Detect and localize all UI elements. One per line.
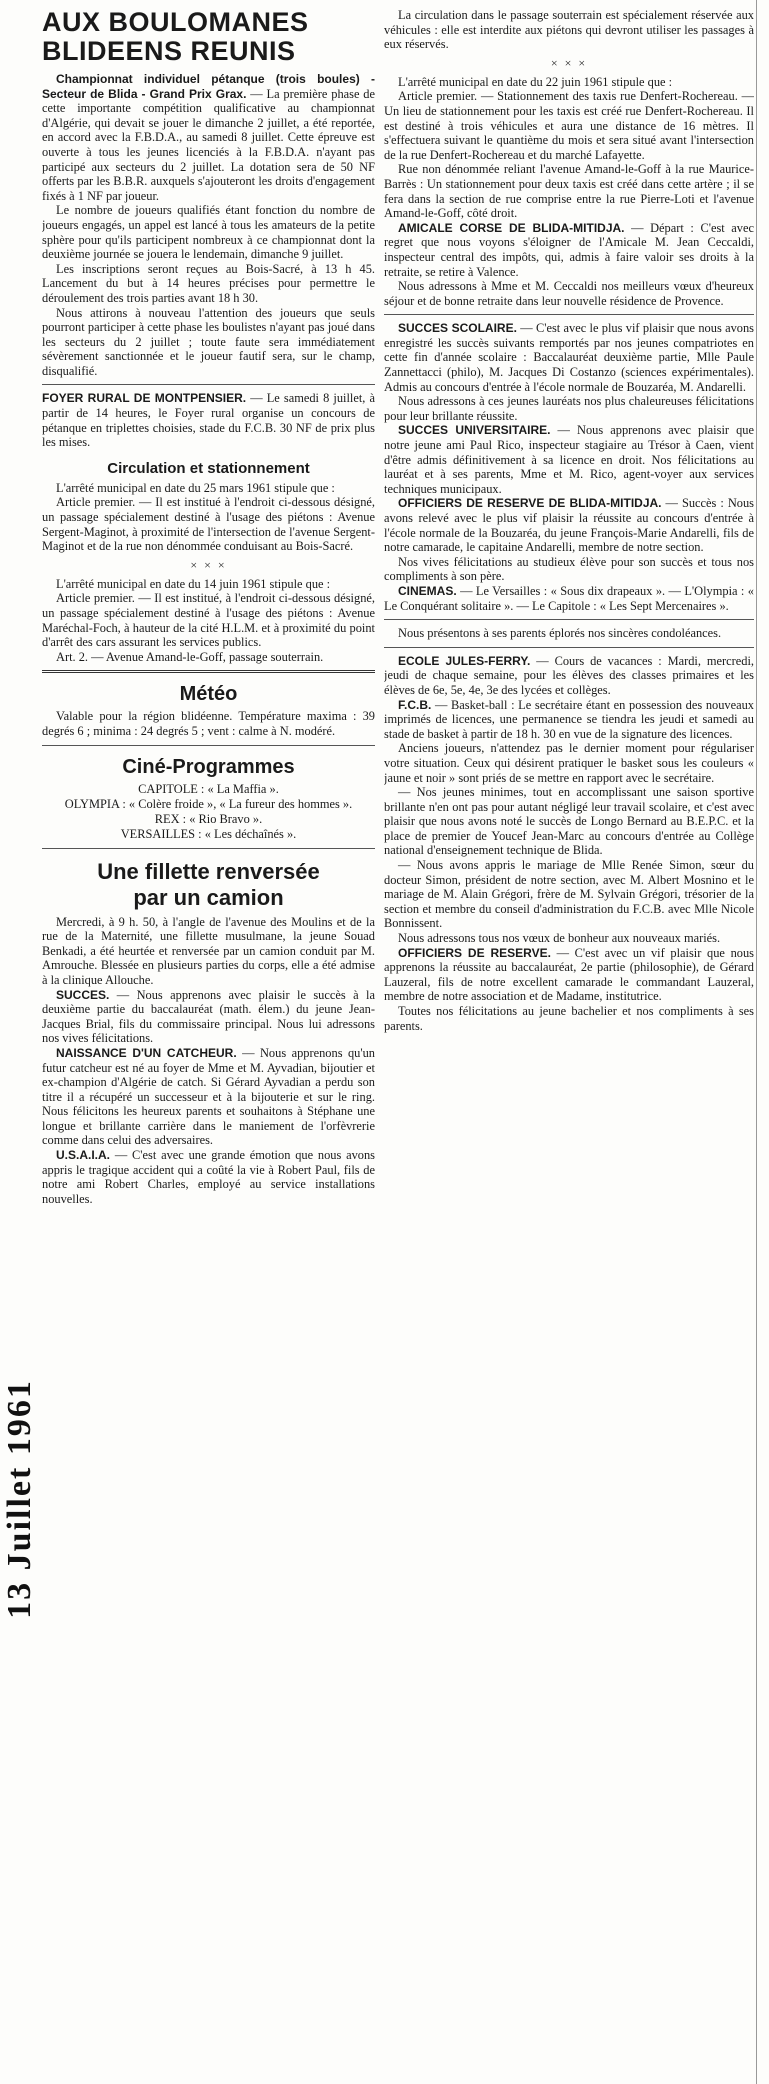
- circulation-heading: Circulation et stationnement: [107, 459, 310, 477]
- amicale-article: AMICALE CORSE DE BLIDA-MITIDJA. — Départ : C'est avec regret que nous voyons s'éloigner de l'Amicale M. Jean Ceccaldi, inspecteur central des impôts, qui, admis à faire valoir ses droits à la retraite, se retire à Valence.: [384, 220, 754, 279]
- fcb-article: F.C.B. — Basket-ball : Le secrétaire étant en possession des nouveaux imprimés de licences, une permanence se tiendra les jeudi et samedi au stade de basket à partir de 18 h. 30 en vue de la signature des licences.: [384, 697, 754, 741]
- circulation-paragraph: L'arrêté municipal en date du 14 juin 1961 stipule que :: [56, 576, 331, 591]
- boulistes-paragraph: Nous attirons à nouveau l'attention des joueurs que seuls pourront participer à cette phase les boulistes n'ayant pas joué dans les secteurs du 2 juillet ; toute faute sera immédiatement sévèrement sanctionnée et le joueur fautif sera, sur le champ, disqualifié.: [42, 305, 375, 378]
- succes-scolaire-article: SUCCES SCOLAIRE. — C'est avec le plus vif plaisir que nous avons enregistré les succès suivants remportés par nos jeunes compatriotes en cette fin d'année scolaire : Baccalauréat deuxième partie, Mlle Paule Zannettacci (philo), M. Jacques Di Costanzo (sciences expérimentales). Admis au concours d'entrée à l'école normale de Bouzaréa, M. Andarelli.: [384, 321, 754, 394]
- divider: [42, 384, 375, 385]
- succes-scolaire-paragraph: Nous adressons à ces jeunes lauréats nos plus chaleureuses félicitations pour leur brillante réussite.: [384, 394, 754, 423]
- fcb-paragraph: Anciens joueurs, n'attendez pas le dernier moment pour régulariser votre situation. Ceux qui désirent pratiquer le basket sous les couleurs « jaune et noir » sont priés de se mettre en rapport avec le secrétaire.: [384, 741, 754, 785]
- divider: [42, 745, 375, 746]
- circulation-paragraph: L'arrêté municipal en date du 25 mars 1961 stipule que :: [56, 480, 335, 495]
- boulistes-paragraph: Le nombre de joueurs qualifiés étant fonction du nombre de joueurs engagés, un appel est lancé à tous les amateurs de la petite sphère pour qu'ils participent nombreux à ce championnat dont la deuxième journée se jouera le lendemain, dimanche 9 juillet.: [42, 203, 375, 262]
- circulation-paragraph: Rue non dénommée reliant l'avenue Amand-le-Goff à la rue Maurice-Barrès : Un stationnement pour deux taxis est créé dans cette artère ; il se fera dans la section de rue comprise entre la rue Pierre-Loti et l'avenue Amand-le-Goff, côté droit.: [384, 162, 754, 221]
- cinemas-article: CINEMAS. — Le Versailles : « Sous dix drapeaux ». — L'Olympia : « Le Conquérant solitaire ». — Le Capitole : « Les Sept Mercenaires ».: [384, 583, 754, 613]
- condoleances-paragraph: Nous présentons à ses parents éplorés nos sincères condoléances.: [398, 626, 722, 641]
- succes-universitaire-article: SUCCES UNIVERSITAIRE. — Nous apprenons avec plaisir que notre jeune ami Paul Rico, inspecteur stagiaire au Trésor à Caen, vient d'être admis définitivement à sa licence en droit. Nos félicitations au lauréat et à ses parents, Mme et M. Rico, agent-voyer aux services techniques municipaux.: [384, 423, 754, 496]
- circulation-paragraph: Article premier. — Il est institué à l'endroit ci-dessous désigné, un passage spécialement destiné à l'usage des piétons : Avenue Sergent-Maginot, à proximité de l'intersection de l'avenue Sergent-Maginot et de la rue non dénommée conduisant au Bois-Sacré.: [42, 495, 375, 554]
- officiers-reserve-article: OFFICIERS DE RESERVE. — C'est avec un vif plaisir que nous apprenons la réussite au baccalauréat, 2e partie (philosophie), de Gérard Lauzeral, fils de notre excellent camarade le commandant Lauzeral, membre de notre association et de Madame, institutrice.: [384, 945, 754, 1004]
- divider: [384, 314, 754, 315]
- page-edge: [756, 0, 765, 2084]
- separator-stars: × × ×: [550, 55, 588, 70]
- circulation-paragraph: L'arrêté municipal en date du 22 juin 1961 stipule que :: [398, 74, 673, 89]
- boulistes-article: Championnat individuel pétanque (trois boules) - Secteur de Blida - Grand Prix Grax. — La première phase de cette importante compétition qualificative au championnat d'Algérie, qui devait se jouer le dimanche 2 juillet, a été reportée, en accord avec la F.B.D.A., au samedi 8 juillet. Cette épreuve est ouverte à tous les jeunes licenciés à la F.B.D.A. n'ayant pas participé aux secteurs du 2 juillet. La dotation sera de 50 NF offerts par les B.B.R. auxquels s'ajouteront les droits d'engagement fixés à 1 NF par joueur.: [42, 72, 375, 203]
- right-column: [384, 8, 754, 2078]
- officiers-reserve-paragraph: Toutes nos félicitations au jeune bachelier et nos compliments à ses parents.: [384, 1004, 754, 1033]
- cine-program-line: CAPITOLE : « La Maffia ».: [138, 781, 279, 796]
- naissance-article: NAISSANCE D'UN CATCHEUR. — Nous apprenons qu'un futur catcheur est né au foyer de Mme et M. Ayvadian, bijoutier et ex-champion d'Algérie de catch. Si Gérard Ayvadian a perdu son titre il a récupéré un successeur et à la bijouterie et sur le ring. Nous félicitons les heureux parents et souhaitons à Stéphane une longue et brillante carrière dans le maniement de l'orfèvrerie comme dans celui des adversaires.: [42, 1045, 375, 1148]
- divider: [42, 670, 375, 673]
- separator-stars: × × ×: [190, 557, 227, 572]
- left-column: [42, 8, 375, 2078]
- divider: [384, 619, 754, 620]
- fcb-paragraph: — Nos jeunes minimes, tout en accomplissant une saison sportive brillante n'en ont pas pour autant négligé leur travail scolaire, et c'est avec plaisir que nous avons noté le succès de Longo Bernard au B.E.P.C. et la place de premier de Youcef Jean-Marc au concours d'entrée au Collège national d'enseignement technique de Blida.: [384, 785, 754, 858]
- officiers-paragraph: Nos vives félicitations au studieux élève pour son succès et tous nos compliments à son père.: [384, 554, 754, 584]
- divider: [42, 848, 375, 849]
- succes-article: SUCCES. — Nous apprenons avec plaisir le succès à la deuxième partie du baccalauréat (math. élem.) du jeune Jean-Jacques Brial, fils du commissaire principal. Nous lui adressons nos vives félicitations.: [42, 987, 375, 1046]
- cine-program-line: VERSAILLES : « Les déchaînés ».: [120, 826, 297, 841]
- cine-program-line: OLYMPIA : « Colère froide », « La fureur des hommes ».: [64, 796, 353, 811]
- amicale-paragraph: Nous adressons à Mme et M. Ceccaldi nos meilleurs vœux d'heureux séjour et de bonne retraite dans leur nouvelle résidence de Provence.: [384, 279, 754, 308]
- cine-heading: Ciné-Programmes: [122, 755, 295, 778]
- fillette-headline: Une fillette renversée par un camion: [97, 858, 320, 910]
- date-strip: [0, 1140, 40, 1860]
- cine-program-line: REX : « Rio Bravo ».: [154, 811, 263, 826]
- meteo-heading: Météo: [179, 683, 238, 706]
- main-headline: AUX BOULOMANES BLIDEENS REUNIS: [42, 8, 309, 66]
- meteo-paragraph: Valable pour la région blidéenne. Température maxima : 39 degrés 6 ; minima : 24 degrés 5 ; vent : calme à N. modéré.: [42, 709, 375, 738]
- circulation-paragraph: Article premier. — Il est institué, à l'endroit ci-dessous désigné, un passage spécialement destiné à l'usage des piétons : Avenue Maréchal-Foch, à hauteur de la cité H.L.M. et à proximité du point d'arrêt des cars assurant les services publics.: [42, 591, 375, 650]
- fcb-paragraph: — Nous avons appris le mariage de Mlle Renée Simon, sœur du docteur Simon, président de notre section, avec M. Albert Mosnino et le mariage de M. Alain Grégori, frère de M. Sylvain Grégori, trésorier de la section et membre du conseil d'administration du F.C.B. avec Mlle Nicole Bonnissent.: [384, 858, 754, 931]
- ecole-article: ECOLE JULES-FERRY. — Cours de vacances : Mardi, mercredi, jeudi de chaque semaine, pour les élèves des classes primaires et les élèves de 6e, 5e, 4e, 3e des lycées et collèges.: [384, 653, 754, 697]
- divider: [384, 647, 754, 648]
- circulation-paragraph: Art. 2. — Avenue Amand-le-Goff, passage souterrain.: [56, 649, 324, 664]
- fillette-paragraph: Mercredi, à 9 h. 50, à l'angle de l'avenue des Moulins et de la rue de la Maternité, une fillette musulmane, la jeune Souad Benkadi, a été heurtée et renversée par un camion conduit par M. Amrouche. Blessée en plusieurs parties du corps, elle a été admise à la clinique Allouche.: [42, 914, 375, 987]
- circulation-paragraph: La circulation dans le passage souterrain est spécialement réservée aux véhicules : elle est interdite aux piétons qui devront utiliser les passages à eux réservés.: [384, 8, 754, 52]
- foyer-article: FOYER RURAL DE MONTPENSIER. — Le samedi 8 juillet, à partir de 14 heures, le Foyer rural organise un concours de pétanque en triplettes choisies, stade du F.C.B. 30 NF de prix plus les mises.: [42, 391, 375, 450]
- boulistes-paragraph: Les inscriptions seront reçues au Bois-Sacré, à 13 h 45. Lancement du but à 14 heures précises pour permettre le déroulement des trois parties avant 18 h 30.: [42, 261, 375, 305]
- usaia-article: U.S.A.I.A. — C'est avec une grande émotion que nous avons appris le tragique accident qui a coûté la vie à Robert Paul, fils de notre ami Robert Charles, employé au service installations nouvelles.: [42, 1148, 375, 1206]
- fcb-paragraph: Nous adressons tous nos vœux de bonheur aux nouveaux mariés.: [398, 931, 721, 946]
- circulation-paragraph: Article premier. — Stationnement des taxis rue Denfert-Rochereau. — Un lieu de stationnement pour les taxis est créé rue Denfert-Rochereau. Il est destiné à trois véhicules et aura une distance de 16 mètres. Il s'effectuera suivant le quantième du mois et sera situé avant l'intersection de la rue Denfert-Rochereau et du marché Lafayette.: [384, 89, 754, 162]
- date-label: 13 Juillet 1961: [1, 1379, 38, 1619]
- officiers-article: OFFICIERS DE RESERVE DE BLIDA-MITIDJA. — Succès : Nous avons relevé avec le plus vif plaisir la réussite au concours d'entrée à l'école normale de la Bouzaréa, du jeune François-Marie Andarelli, fils de notre camarade, le capitaine Andarelli, membre de notre section.: [384, 496, 754, 555]
